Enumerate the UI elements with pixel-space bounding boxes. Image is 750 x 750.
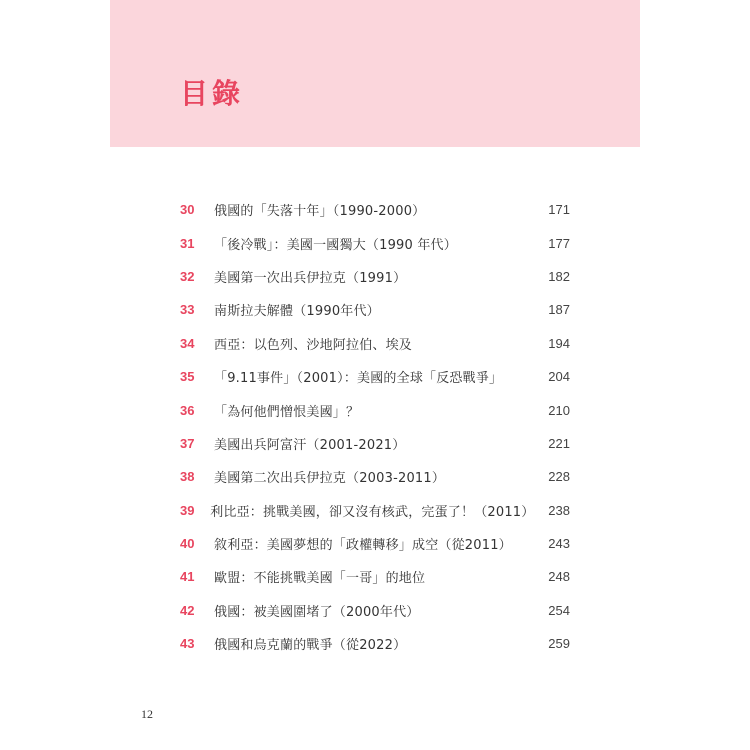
toc-list: [180, 193, 570, 660]
chapter-page: 248: [548, 569, 570, 585]
chapter-number: 42: [180, 602, 195, 618]
chapter-page: 243: [548, 536, 570, 552]
chapter-number: 31: [180, 235, 195, 251]
chapter-number: 34: [180, 335, 195, 351]
toc-entry[interactable]: [180, 193, 570, 226]
toc-entry[interactable]: [180, 560, 570, 593]
chapter-page: 177: [548, 235, 570, 251]
chapter-page: 204: [548, 369, 570, 385]
chapter-page: 187: [548, 302, 570, 318]
chapter-number: 40: [180, 536, 195, 552]
toc-entry[interactable]: [180, 293, 570, 326]
chapter-title: 俄國和烏克蘭的戰爭（從2022）: [214, 638, 407, 654]
chapter-title: 美國出兵阿富汗（2001-2021）: [214, 437, 406, 453]
chapter-number: 33: [180, 302, 195, 318]
chapter-page: 221: [548, 435, 570, 451]
toc-entry[interactable]: [180, 494, 570, 527]
toc-entry[interactable]: [180, 627, 570, 660]
chapter-title: 南斯拉夫解體（1990年代）: [214, 304, 380, 320]
chapter-title: 「後冷戰」：美國一國獨大（1990 年代）: [214, 237, 457, 253]
page-number: 12: [141, 707, 153, 721]
chapter-title: 「9.11事件」（2001）：美國的全球「反恐戰爭」: [214, 371, 503, 387]
chapter-page: 194: [548, 335, 570, 351]
page-title: 目錄: [180, 77, 245, 110]
header-band: [110, 0, 640, 147]
toc-entry[interactable]: [180, 393, 570, 426]
chapter-page: 228: [548, 469, 570, 485]
toc-entry[interactable]: [180, 427, 570, 460]
toc-entry[interactable]: [180, 527, 570, 560]
toc-entry[interactable]: [180, 260, 570, 293]
chapter-number: 30: [180, 202, 195, 218]
chapter-number: 39: [180, 502, 195, 518]
chapter-title: 俄國的「失落十年」（1990-2000）: [214, 204, 426, 220]
chapter-page: 210: [548, 402, 570, 418]
chapter-title: 利比亞：挑戰美國，卻又沒有核武，完蛋了！（2011）: [210, 504, 535, 520]
chapter-page: 254: [548, 602, 570, 618]
chapter-number: 35: [180, 369, 195, 385]
chapter-page: 259: [548, 636, 570, 652]
chapter-title: 美國第二次出兵伊拉克（2003-2011）: [214, 471, 446, 487]
chapter-title: 敘利亞：美國夢想的「政權轉移」成空（從2011）: [214, 538, 512, 554]
toc-entry[interactable]: [180, 360, 570, 393]
chapter-title: 西亞：以色列、沙地阿拉伯、埃及: [214, 337, 413, 353]
chapter-number: 41: [180, 569, 195, 585]
chapter-page: 238: [548, 502, 570, 518]
toc-entry[interactable]: [180, 327, 570, 360]
chapter-page: 182: [548, 268, 570, 284]
chapter-number: 36: [180, 402, 195, 418]
chapter-title: 「為何他們憎恨美國」？: [214, 404, 360, 420]
chapter-page: 171: [548, 202, 570, 218]
chapter-number: 38: [180, 469, 195, 485]
chapter-number: 43: [180, 636, 195, 652]
chapter-title: 歐盟：不能挑戰美國「一哥」的地位: [214, 571, 426, 587]
toc-entry[interactable]: [180, 594, 570, 627]
chapter-number: 37: [180, 435, 195, 451]
toc-entry[interactable]: [180, 226, 570, 259]
chapter-number: 32: [180, 268, 195, 284]
toc-entry[interactable]: [180, 460, 570, 493]
chapter-title: 俄國：被美國圍堵了（2000年代）: [214, 604, 420, 620]
chapter-title: 美國第一次出兵伊拉克（1991）: [214, 270, 407, 286]
